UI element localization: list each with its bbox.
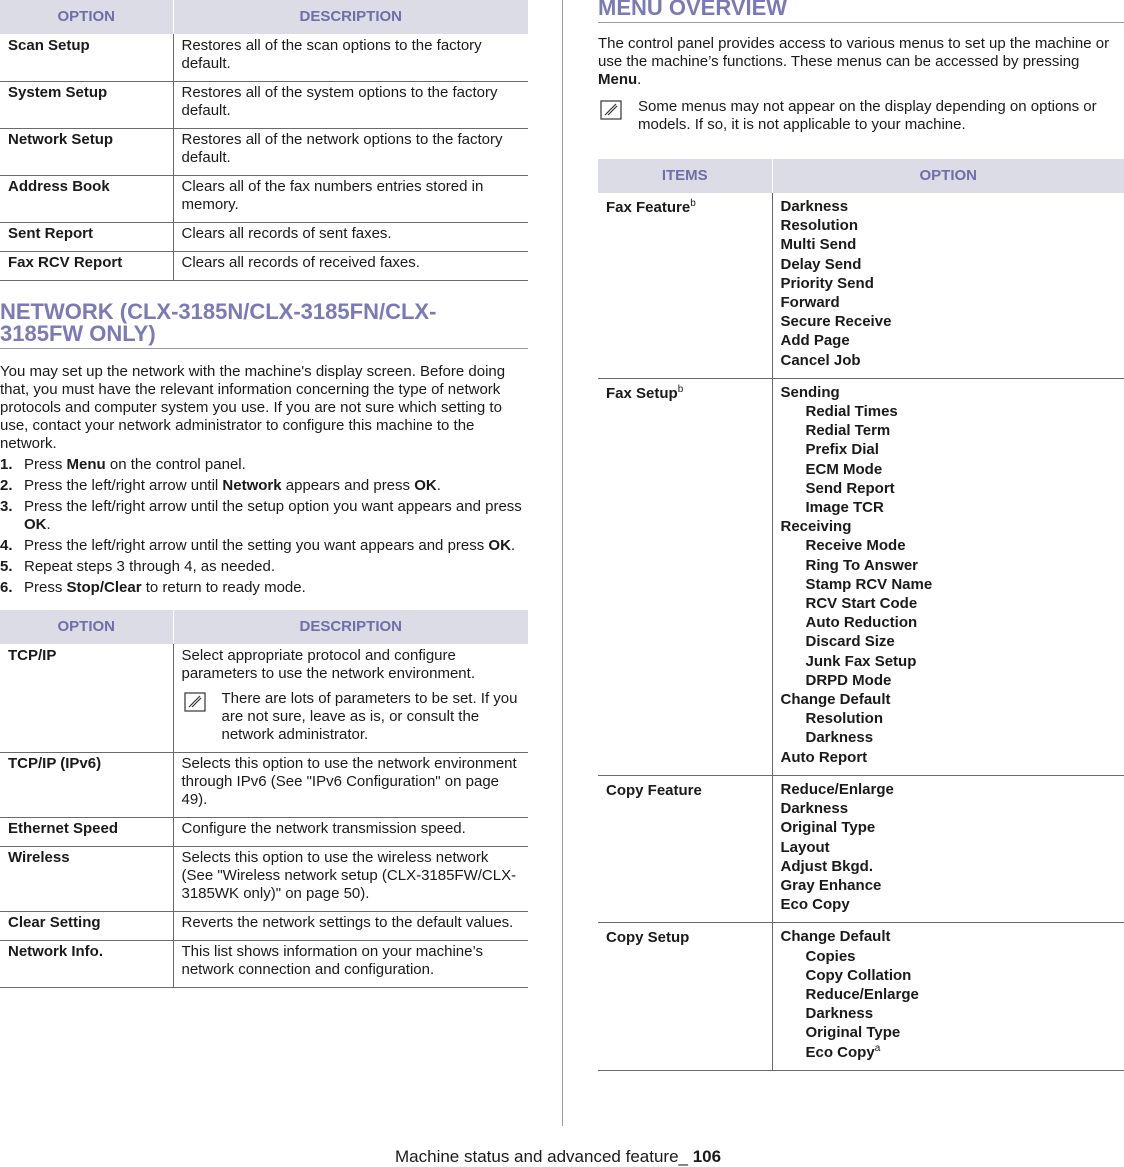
option-label: Forward (780, 294, 840, 312)
option-label: Multi Send (780, 236, 857, 254)
option-cell: TCP/IP (IPv6) (0, 753, 173, 818)
option-list-item (781, 1004, 1117, 1023)
table-row (598, 193, 1124, 378)
step-number: 2. (0, 477, 13, 494)
option-list-item (781, 799, 1117, 818)
option-label: Resolution (805, 710, 883, 728)
page-number: 106 (692, 1147, 722, 1166)
option-list-item (781, 947, 1117, 966)
step-text: Repeat steps 3 through 4, as needed. (24, 558, 276, 575)
option-list-item (781, 927, 1117, 946)
description-cell: Restores all of the network options to the factory default. (173, 129, 528, 176)
table-header-option: OPTION (0, 0, 173, 34)
note-pencil-icon (184, 692, 206, 712)
option-label: Copy Collation (805, 966, 912, 984)
description-cell (173, 847, 528, 912)
item-cell (598, 923, 772, 1070)
option-list-item (781, 1043, 1117, 1062)
table-row (0, 753, 528, 818)
table-header-option: OPTION (0, 610, 173, 644)
description-text: Selects this option to use the wireless network (See "Wireless network setup (CLX-3185FW/CLX-3185WK only)" on page 50). (181, 849, 517, 902)
option-label: Junk Fax Setup (805, 652, 917, 670)
reset-options-table (0, 0, 528, 281)
step-item (0, 477, 528, 495)
item-cell (598, 775, 772, 922)
network-heading: NETWORK (CLX-3185N/CLX-3185FN/CLX-3185FW ONLY) (0, 301, 528, 349)
right-column (598, 0, 1124, 1071)
option-list-item (781, 331, 1117, 350)
table-header-option: OPTION (772, 159, 1124, 193)
step-text: appears and press (281, 477, 415, 494)
option-list-item (781, 312, 1117, 331)
description-cell: Restores all of the scan options to the factory default. (173, 34, 528, 82)
menu-note (598, 98, 1124, 134)
option-label: Ring To Answer (805, 556, 918, 574)
item-cell (598, 193, 772, 378)
step-text: Press the left/right arrow until (24, 477, 223, 494)
option-list-item (781, 632, 1117, 651)
footnote-mark: b (690, 198, 696, 209)
option-list-cell (772, 775, 1124, 922)
item-label: Fax Setup (606, 384, 678, 402)
step-text: to return to ready mode. (141, 579, 306, 596)
option-label: Auto Report (780, 748, 868, 766)
option-cell: Wireless (0, 847, 173, 912)
option-list-item (781, 709, 1117, 728)
step-text: . (436, 477, 441, 494)
left-column (0, 0, 528, 988)
item-cell (598, 378, 772, 775)
menu-overview-heading: MENU OVERVIEW (598, 0, 1124, 23)
menu-note-text: Some menus may not appear on the display depending on options or models. If so, it is not applicable to your machine. (638, 98, 1097, 133)
network-options-table (0, 610, 528, 988)
footnote-mark: b (677, 383, 684, 395)
option-list-item (781, 274, 1117, 293)
option-list-item (781, 421, 1117, 440)
table-row (0, 912, 528, 941)
option-list-item (781, 351, 1117, 370)
option-list-item (781, 402, 1117, 421)
table-header-description: DESCRIPTION (173, 610, 528, 644)
step-text: Press (24, 456, 67, 473)
option-label: Gray Enhance (780, 876, 882, 894)
step-item (0, 498, 528, 534)
description-text: Selects this option to use the network environment through IPv6 (See "IPv6 Configuration" on page 49). (181, 755, 517, 808)
option-label: Darkness (805, 729, 874, 747)
option-list-item (781, 235, 1117, 254)
option-list-item (781, 556, 1117, 575)
step-number: 5. (0, 558, 13, 575)
option-list-item (781, 671, 1117, 690)
step-text: . (510, 537, 516, 554)
option-list-item (781, 857, 1117, 876)
table-row (0, 644, 528, 753)
option-list-cell (772, 378, 1124, 775)
cell-note-text: There are lots of parameters to be set. If you are not sure, leave as is, or consult the network administrator. (221, 690, 518, 743)
table-row (0, 129, 528, 176)
option-list-item (781, 876, 1117, 895)
step-number: 4. (0, 537, 13, 554)
menu-overview-intro: The control panel provides access to various menus to set up the machine or use the machine’s functions. These menus can be accessed by pressing Menu. (598, 35, 1110, 88)
item-label: Copy Setup (606, 929, 690, 947)
option-label: Discard Size (805, 633, 895, 651)
option-label: Stamp RCV Name (805, 575, 933, 593)
step-item (0, 456, 528, 474)
option-list-item (781, 216, 1117, 235)
footnote-mark: a (874, 1042, 881, 1054)
option-label: Cancel Job (780, 351, 861, 369)
option-list-item (781, 1023, 1117, 1042)
option-cell: Fax RCV Report (0, 252, 173, 281)
step-text: . (46, 516, 51, 533)
menu-items-table (598, 159, 1124, 1071)
table-header-description: DESCRIPTION (173, 0, 528, 34)
step-item (0, 579, 528, 597)
option-cell: Network Setup (0, 129, 173, 176)
option-cell: Sent Report (0, 223, 173, 252)
step-text: Press (24, 579, 67, 596)
step-number: 3. (0, 498, 13, 515)
option-label: Original Type (780, 819, 876, 837)
description-cell: Restores all of the system options to the factory default. (173, 82, 528, 129)
option-list-item (781, 652, 1117, 671)
table-header-items: ITEMS (598, 159, 772, 193)
option-label: Change Default (780, 928, 891, 946)
step-keyword: OK (414, 477, 437, 494)
option-cell: Ethernet Speed (0, 818, 173, 847)
option-label: Sending (780, 383, 840, 401)
option-list-item (781, 383, 1117, 402)
option-cell: Network Info. (0, 941, 173, 988)
step-keyword: Network (222, 477, 282, 494)
option-label: Image TCR (805, 499, 884, 517)
option-cell: Scan Setup (0, 34, 173, 82)
option-label: Darkness (805, 1005, 874, 1023)
option-list-item (781, 255, 1117, 274)
option-label: Reduce/Enlarge (780, 780, 894, 798)
option-list-item (781, 536, 1117, 555)
option-label: Auto Reduction (805, 614, 918, 632)
option-label: Priority Send (780, 274, 874, 292)
table-row (0, 252, 528, 281)
option-list-item (781, 498, 1117, 517)
option-list-item (781, 594, 1117, 613)
step-text: Press the left/right arrow until the setup option you want appears and press (24, 498, 522, 515)
option-list-item (781, 690, 1117, 709)
option-cell: TCP/IP (0, 644, 173, 753)
option-list-item (781, 780, 1117, 799)
option-cell: Clear Setting (0, 912, 173, 941)
option-list-cell (772, 193, 1124, 378)
option-list-item (781, 440, 1117, 459)
option-label: Prefix Dial (805, 441, 879, 459)
option-label: Redial Times (805, 403, 898, 421)
step-keyword: Menu (66, 456, 106, 473)
step-keyword: OK (24, 516, 47, 533)
option-list-item (781, 575, 1117, 594)
option-label: Reduce/Enlarge (805, 985, 919, 1003)
step-keyword: OK (488, 537, 511, 554)
network-intro: You may set up the network with the machine's display screen. Before doing that, you must have the relevant information concerning the type of network protocols and computer system you use. If you are not sure which setting to use, contact your network administrator to configure this machine to the network. (0, 363, 506, 452)
table-row (0, 34, 528, 82)
option-label: Send Report (805, 479, 895, 497)
option-list-item (781, 985, 1117, 1004)
option-list-item (781, 460, 1117, 479)
option-label: Redial Term (805, 422, 891, 440)
option-list-item (781, 818, 1117, 837)
column-divider (562, 0, 563, 1126)
page-footer: Machine status and advanced feature_ 106 (395, 1147, 722, 1166)
option-list-item (781, 838, 1117, 857)
note-pencil-icon (600, 100, 622, 120)
description-cell (173, 941, 528, 988)
cell-note (182, 690, 521, 744)
network-steps (0, 456, 528, 597)
option-list-item (781, 748, 1117, 767)
option-label: Darkness (780, 800, 849, 818)
option-label: ECM Mode (805, 460, 883, 478)
option-label: RCV Start Code (805, 595, 918, 613)
step-item (0, 558, 528, 576)
option-list-item (781, 517, 1117, 536)
option-label: Resolution (780, 217, 858, 235)
table-row (0, 847, 528, 912)
option-cell: Address Book (0, 176, 173, 223)
network-section (0, 301, 528, 597)
table-row (0, 941, 528, 988)
option-list-item (781, 613, 1117, 632)
step-number: 6. (0, 579, 13, 596)
table-row (598, 378, 1124, 775)
option-label: Layout (780, 838, 830, 856)
option-label: Original Type (805, 1024, 901, 1042)
step-item (0, 537, 528, 555)
description-cell: Clears all records of sent faxes. (173, 223, 528, 252)
option-list-item (781, 728, 1117, 747)
description-cell (173, 912, 528, 941)
description-cell: Clears all of the fax numbers entries stored in memory. (173, 176, 528, 223)
step-text: on the control panel. (105, 456, 246, 473)
option-list-item (781, 479, 1117, 498)
step-text: Press the left/right arrow until the setting you want appears and press (24, 537, 489, 554)
description-cell (173, 753, 528, 818)
table-row (0, 223, 528, 252)
option-list-cell (772, 923, 1124, 1070)
item-label: Copy Feature (606, 781, 702, 799)
option-list-item (781, 895, 1117, 914)
option-label: Secure Receive (780, 313, 892, 331)
option-label: DRPD Mode (805, 671, 892, 689)
description-text: Configure the network transmission speed. (181, 820, 466, 837)
item-label: Fax Feature (606, 199, 691, 216)
option-label: Eco Copy (805, 1043, 875, 1061)
description-text: This list shows information on your machine’s network connection and configuration. (181, 943, 484, 978)
option-list-item (781, 197, 1117, 216)
option-list-item (781, 966, 1117, 985)
option-label: Eco Copy (780, 896, 850, 914)
option-label: Adjust Bkgd. (780, 857, 873, 875)
option-list-item (781, 293, 1117, 312)
description-cell: Clears all records of received faxes. (173, 252, 528, 281)
option-label: Add Page (780, 332, 850, 350)
table-row (0, 82, 528, 129)
description-text: Select appropriate protocol and configure parameters to use the network environment. (181, 647, 475, 682)
description-cell (173, 644, 528, 753)
table-row (598, 775, 1124, 922)
description-text: Reverts the network settings to the default values. (181, 914, 514, 931)
option-label: Copies (805, 947, 856, 965)
option-label: Receive Mode (805, 537, 906, 555)
option-cell: System Setup (0, 82, 173, 129)
option-label: Receiving (780, 518, 852, 536)
step-number: 1. (0, 456, 13, 473)
table-row (0, 818, 528, 847)
option-label: Darkness (780, 198, 849, 215)
table-row (0, 176, 528, 223)
option-label: Change Default (780, 691, 891, 709)
option-label: Delay Send (780, 255, 862, 273)
description-cell (173, 818, 528, 847)
step-keyword: Stop/Clear (66, 579, 142, 596)
table-row (598, 923, 1124, 1070)
